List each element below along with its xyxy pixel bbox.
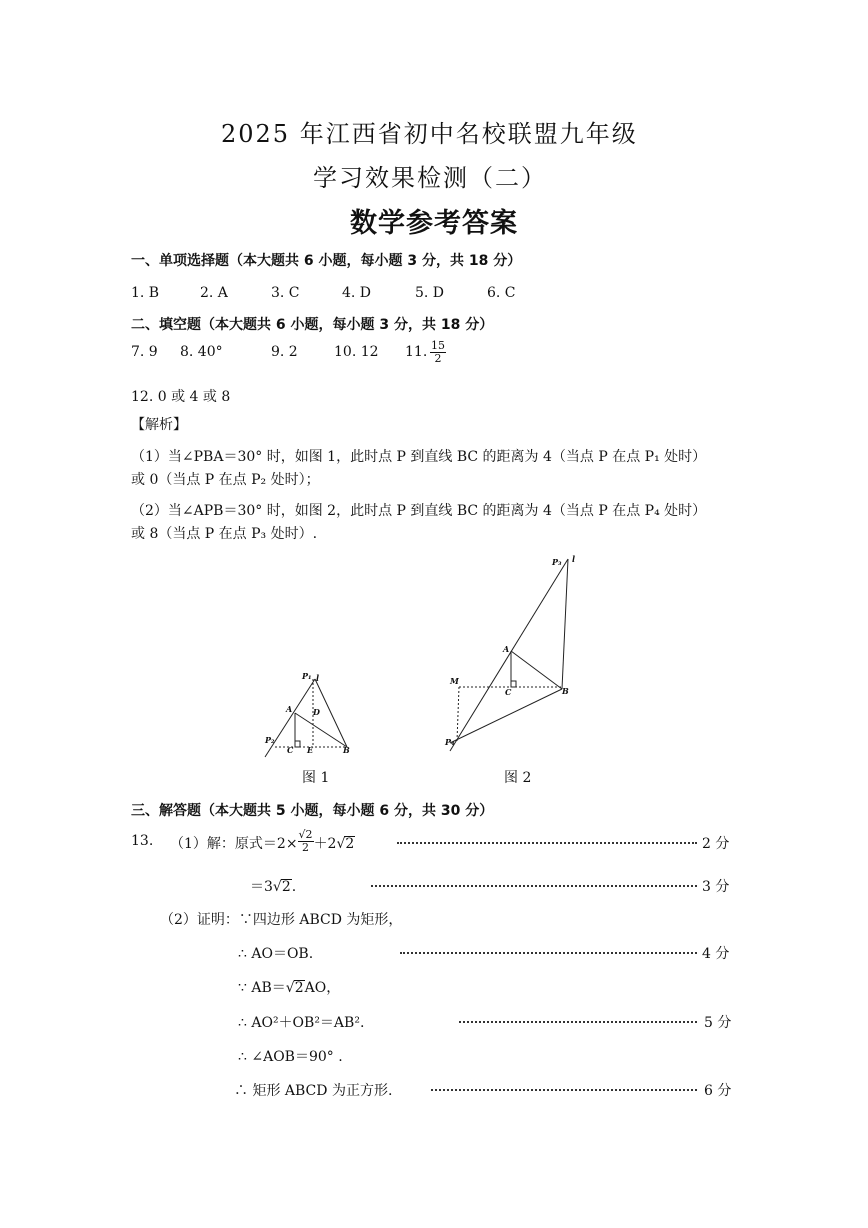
section3-heading: 三、解答题（本大题共 5 小题，每小题 6 分，共 30 分） [131, 803, 494, 819]
q13-step1: ∴ AO＝OB. [238, 946, 314, 962]
fig1-label-c: C [287, 745, 294, 755]
section1-heading: 一、单项选择题（本大题共 6 小题，每小题 3 分，共 18 分） [131, 253, 522, 269]
q13-step5: ∴ 矩形 ABCD 为正方形. [234, 1083, 393, 1099]
fig2-label-m: M [450, 676, 459, 686]
answer-2: 2. A [200, 285, 228, 301]
q13-step3-leader [459, 1021, 697, 1023]
fig1-label-l: l [316, 673, 320, 683]
fig2-line-l [450, 559, 568, 751]
fig2-label-p3: P₃ [552, 557, 562, 567]
answer-12: 12. 0 或 4 或 8 [131, 389, 231, 405]
q13-label: 13. [131, 833, 154, 849]
doc-title-line2: 学习效果检测（二） [313, 164, 547, 192]
q13-step4: ∴ ∠AOB＝90° . [238, 1049, 343, 1065]
q13-part1-line2-prefix: ＝3 [250, 879, 273, 895]
q13-step5-score: 6 分 [704, 1083, 732, 1099]
q13-part1-score: 2 分 [702, 836, 730, 852]
q13-part1-sqrt: 2 [345, 836, 355, 852]
analysis-case2-line2: 或 8（当点 P 在点 P₃ 处时）. [131, 526, 318, 542]
analysis-case1-line1: （1）当∠PBA＝30° 时，如图 1，此时点 P 到直线 BC 的距离为 4（当点 P 在点 P₁ 处时） [131, 449, 707, 465]
fig2-label-c: C [505, 687, 512, 697]
q13-part1-line2-score: 3 分 [702, 879, 730, 895]
section2-heading: 二、填空题（本大题共 6 小题，每小题 3 分，共 18 分） [131, 317, 494, 333]
analysis-case1-line2: 或 0（当点 P 在点 P₂ 处时）； [131, 472, 320, 488]
answer-11-fraction [430, 340, 446, 365]
q13-part1-line2-tail: . [291, 879, 297, 895]
answer-11-numerator: 15 [431, 339, 445, 352]
answer-4: 4. D [342, 285, 372, 301]
analysis-label: 【解析】 [131, 417, 187, 433]
q13-step2-sqrt: 2 [294, 980, 304, 996]
fig2-segment-a-b [511, 651, 562, 689]
q13-step2-prefix: ∵ AB＝ [238, 980, 286, 996]
doc-title-line3: 数学参考答案 [350, 208, 518, 239]
q13-part1-line2-leader [371, 885, 697, 887]
analysis-case2-line1: （2）当∠APB＝30° 时，如图 2，此时点 P 到直线 BC 的距离为 4（当点 P 在点 P₄ 处时） [131, 503, 707, 519]
fig2-label-a: A [503, 644, 510, 654]
fig1-label-b: B [343, 745, 350, 755]
answer-3: 3. C [271, 285, 300, 301]
answer-5: 5. D [415, 285, 445, 301]
answer-10: 10. 12 [334, 344, 379, 360]
fig2-label-l: l [572, 554, 576, 564]
answer-11-denominator: 2 [434, 352, 442, 365]
fig2-segment-p4-b [450, 689, 562, 743]
fig2-right-angle-c [511, 681, 516, 687]
q13-part1-tail: ＋2 [313, 836, 337, 852]
fig1-label-p1: P₁ [302, 671, 312, 681]
fig1-label-a: A [286, 704, 293, 714]
fig2-segment-m-p4 [457, 687, 459, 741]
q13-part1-line2-sqrt: 2 [281, 879, 291, 895]
q13-step5-leader [431, 1089, 697, 1091]
figure-2-caption: 图 2 [504, 770, 532, 786]
q13-part1-leader [397, 842, 697, 844]
fig2-label-b: B [562, 686, 569, 696]
fig2-label-p4: P₄ [445, 737, 455, 747]
q13-step3: ∴ AO²＋OB²＝AB². [238, 1015, 365, 1031]
figure-1 [255, 665, 365, 765]
q13-step2-tail: AO， [304, 980, 341, 996]
q13-step3-score: 5 分 [704, 1015, 732, 1031]
answer-8: 8. 40° [180, 344, 223, 360]
answer-11-label: 11. [405, 344, 428, 360]
fig1-right-angle-c [295, 741, 300, 747]
q13-part1-fraction-den: 2 [302, 840, 310, 854]
figure-2 [440, 553, 590, 758]
fig1-label-d: D [313, 707, 320, 717]
q13-step1-leader [400, 952, 697, 954]
answer-9: 9. 2 [271, 344, 298, 360]
answer-7: 7. 9 [131, 344, 158, 360]
q13-part1-line2: ＝3√2. [250, 879, 297, 895]
q13-step2: ∵ AB＝√2AO， [238, 980, 341, 996]
figure-1-caption: 图 1 [302, 770, 330, 786]
answer-1: 1. B [131, 285, 160, 301]
answer-6: 6. C [487, 285, 516, 301]
fig1-label-p2: P₂ [265, 735, 275, 745]
q13-part1-fraction-num: √2 [298, 827, 313, 841]
fig2-segment-p3-b [562, 559, 568, 689]
q13-part1-fraction [298, 829, 314, 854]
q13-part1-line1: （1）解：原式＝2× $\frac{√2}{2}$ ＋2√2 [170, 827, 355, 854]
doc-title-line1: 2025 年江西省初中名校联盟九年级 [221, 120, 638, 148]
q13-part1-label: （1）解：原式＝2× [170, 836, 298, 852]
fig1-label-e: E [307, 745, 314, 755]
q13-part2-label: （2）证明：∵四边形 ABCD 为矩形， [160, 912, 403, 928]
q13-step1-score: 4 分 [702, 946, 730, 962]
